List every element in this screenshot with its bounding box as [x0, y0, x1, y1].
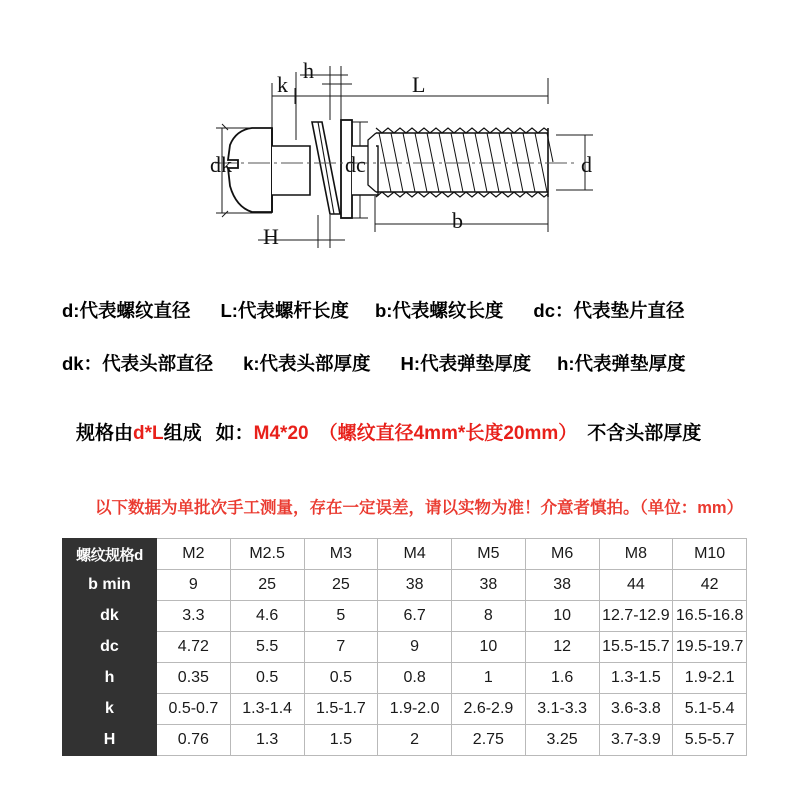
table-cell: 2.6-2.9	[452, 694, 526, 725]
table-row	[63, 694, 747, 725]
table-cell: 38	[452, 570, 526, 601]
legend-H: H:代表弹垫厚度	[400, 353, 532, 374]
table-cell: 5	[304, 601, 378, 632]
table-cell: 1	[452, 663, 526, 694]
table-cell: 1.9-2.0	[378, 694, 452, 725]
table-cell: 0.5-0.7	[157, 694, 231, 725]
table-column-header-M10: M10	[673, 539, 747, 570]
table-cell: 2	[378, 725, 452, 756]
table-cell: 12.7-12.9	[599, 601, 673, 632]
spec-example-desc: （螺纹直径4mm*长度20mm）	[318, 423, 578, 444]
table-cell: 8	[452, 601, 526, 632]
table-cell: 25	[230, 570, 304, 601]
table-row-label-dk: dk	[63, 601, 157, 632]
table-row-label-H: H	[63, 725, 157, 756]
table-cell: 5.5	[230, 632, 304, 663]
table-row	[63, 663, 747, 694]
legend-k: k:代表头部厚度	[243, 353, 371, 374]
table-cell: 1.3-1.4	[230, 694, 304, 725]
legend-row-2	[62, 350, 762, 376]
spec-prefix: 规格由	[76, 423, 134, 444]
table-cell: 9	[378, 632, 452, 663]
table-cell: 6.7	[378, 601, 452, 632]
table-cell: 4.72	[157, 632, 231, 663]
measurement-disclaimer: 以下数据为单批次手工测量，存在一定误差，请以实物为准！介意者慎拍。（单位：mm）	[95, 499, 744, 517]
table-cell: 15.5-15.7	[599, 632, 673, 663]
legend-b: b:代表螺纹长度	[374, 300, 504, 321]
table-cell: 16.5-16.8	[673, 601, 747, 632]
spec-suffix: 不含头部厚度	[587, 423, 702, 444]
table-cell: 0.8	[378, 663, 452, 694]
table-cell: 4.6	[230, 601, 304, 632]
table-cell: 25	[304, 570, 378, 601]
table-row-label-k: k	[63, 694, 157, 725]
label-L: L	[412, 72, 426, 97]
legend-d: d:代表螺纹直径	[62, 300, 191, 321]
table-cell: 10	[525, 601, 599, 632]
screw-dimension-diagram	[0, 0, 800, 265]
table-cell: 3.6-3.8	[599, 694, 673, 725]
table-cell: 44	[599, 570, 673, 601]
table-cell: 3.25	[525, 725, 599, 756]
table-column-header-M8: M8	[599, 539, 673, 570]
table-cell: 1.5	[304, 725, 378, 756]
label-h: h	[303, 58, 314, 83]
table-row	[63, 632, 747, 663]
label-dk: dk	[210, 152, 232, 177]
spec-code: d*L	[133, 423, 164, 444]
label-k: k	[277, 72, 288, 97]
table-cell: 9	[157, 570, 231, 601]
table-column-header-M2: M2	[157, 539, 231, 570]
specification-table	[62, 538, 747, 756]
table-cell: 3.1-3.3	[525, 694, 599, 725]
legend-row-1	[62, 297, 762, 323]
table-row-label-h: h	[63, 663, 157, 694]
table-cell: 1.9-2.1	[673, 663, 747, 694]
table-column-header-M2.5: M2.5	[230, 539, 304, 570]
legend-L: L:代表螺杆长度	[220, 300, 349, 321]
table-column-header-M6: M6	[525, 539, 599, 570]
table-cell: 1.6	[525, 663, 599, 694]
label-dc: dc	[345, 152, 366, 177]
table-cell: 1.3-1.5	[599, 663, 673, 694]
table-cell: 0.5	[304, 663, 378, 694]
table-cell: 42	[673, 570, 747, 601]
spec-middle: 组成	[163, 423, 202, 444]
table-cell: 3.3	[157, 601, 231, 632]
legend-dc: dc：代表垫片直径	[533, 300, 685, 321]
table-column-header-M5: M5	[452, 539, 526, 570]
table-row	[63, 570, 747, 601]
table-row-label-b-min: b min	[63, 570, 157, 601]
table-cell: 2.75	[452, 725, 526, 756]
table-cell: 0.5	[230, 663, 304, 694]
table-row-label-dc: dc	[63, 632, 157, 663]
spec-example-code: M4*20	[253, 423, 309, 444]
spec-example-label: 如：	[215, 423, 254, 444]
table-cell: 10	[452, 632, 526, 663]
label-d: d	[581, 152, 592, 177]
table-cell: 7	[304, 632, 378, 663]
table-cell: 1.3	[230, 725, 304, 756]
table-row	[63, 725, 747, 756]
table-cell: 5.1-5.4	[673, 694, 747, 725]
legend-h: h:代表弹垫厚度	[557, 353, 686, 374]
label-H: H	[263, 224, 279, 249]
table-cell: 3.7-3.9	[599, 725, 673, 756]
spec-format-line	[76, 418, 701, 445]
table-cell: 5.5-5.7	[673, 725, 747, 756]
table-cell: 0.35	[157, 663, 231, 694]
table-header-label: 螺纹规格d	[63, 539, 157, 570]
table-header-row	[63, 539, 747, 570]
legend-dk: dk：代表头部直径	[62, 353, 214, 374]
diagram-svg	[0, 0, 800, 265]
table-column-header-M3: M3	[304, 539, 378, 570]
label-b: b	[452, 208, 463, 233]
table-cell: 12	[525, 632, 599, 663]
table-cell: 0.76	[157, 725, 231, 756]
table-cell: 19.5-19.7	[673, 632, 747, 663]
table-cell: 38	[525, 570, 599, 601]
table-cell: 38	[378, 570, 452, 601]
table-column-header-M4: M4	[378, 539, 452, 570]
table-cell: 1.5-1.7	[304, 694, 378, 725]
table-row	[63, 601, 747, 632]
